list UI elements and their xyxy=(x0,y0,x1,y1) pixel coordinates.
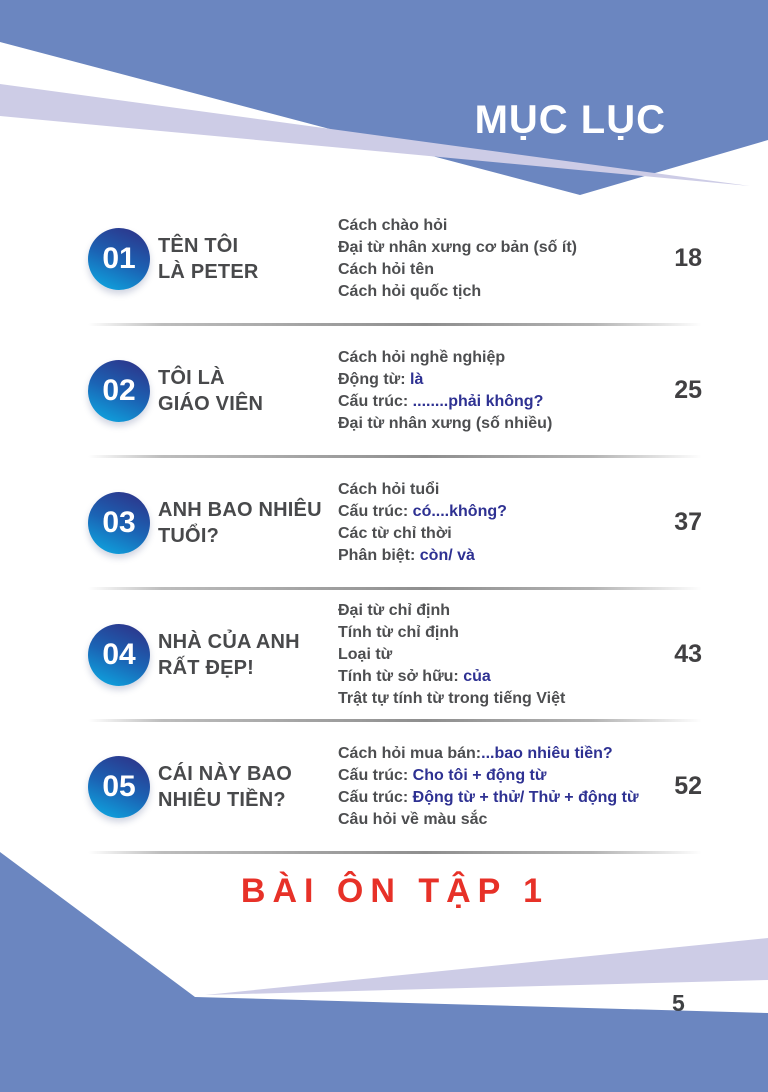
topic-line xyxy=(338,501,658,523)
topic-line xyxy=(338,743,658,765)
section-title-line: CÁI NÀY BAO xyxy=(158,762,293,785)
topic-line xyxy=(338,545,658,567)
section-title xyxy=(158,365,330,417)
topic-line xyxy=(338,281,658,303)
toc-entry xyxy=(88,194,702,323)
topic-line xyxy=(338,369,658,391)
topic-line xyxy=(338,259,658,281)
section-title xyxy=(158,761,330,813)
topic-text: Đại từ nhân xưng cơ bản (số ít) xyxy=(338,238,577,256)
section-title-line: GIÁO VIÊN xyxy=(158,392,264,415)
topic-text: Cấu trúc: xyxy=(338,766,413,784)
topic-text: Đại từ nhân xưng (số nhiều) xyxy=(338,414,553,432)
section-number-badge xyxy=(88,492,150,554)
topic-text: Phân biệt: xyxy=(338,546,420,564)
topic-highlight: có....không? xyxy=(412,502,507,520)
topic-line xyxy=(338,215,658,237)
toc-entry xyxy=(88,458,702,587)
section-page: 52 xyxy=(674,772,702,800)
topic-highlight: Động từ + thử/ Thử + động từ xyxy=(412,788,639,806)
topic-text: Cấu trúc: xyxy=(338,788,413,806)
section-title xyxy=(158,629,330,681)
topic-line xyxy=(338,347,658,369)
section-title-line: TÔI LÀ xyxy=(158,366,225,389)
topic-text: Loại từ xyxy=(338,645,393,663)
section-page: 18 xyxy=(674,244,702,272)
page-number: 5 xyxy=(672,990,685,1016)
section-number: 05 xyxy=(102,769,136,803)
topic-line xyxy=(338,666,658,688)
topic-line xyxy=(338,523,658,545)
section-topics xyxy=(338,347,658,435)
section-topics xyxy=(338,479,658,567)
section-number-badge xyxy=(88,228,150,290)
topic-text: Động từ: xyxy=(338,370,411,388)
toc-entry xyxy=(88,722,702,851)
section-page: 25 xyxy=(674,376,702,404)
section-title-line: RẤT ĐẸP! xyxy=(158,656,255,679)
topic-text: Câu hỏi về màu sắc xyxy=(338,810,488,828)
topic-text: Cách chào hỏi xyxy=(338,216,448,234)
section-title-line: LÀ PETER xyxy=(158,260,259,283)
topic-line xyxy=(338,644,658,666)
page-title: MỤC LỤC xyxy=(474,98,666,142)
section-number: 02 xyxy=(102,373,136,407)
section-number: 04 xyxy=(102,637,136,671)
topic-text: Đại từ chỉ định xyxy=(338,601,451,619)
section-page: 37 xyxy=(674,508,702,536)
topic-line xyxy=(338,688,658,710)
topic-text: Cách hỏi quốc tịch xyxy=(338,282,482,300)
topic-line xyxy=(338,622,658,644)
topic-text: Tính từ sở hữu: xyxy=(338,667,464,685)
topic-highlight: Cho tôi + động từ xyxy=(412,766,547,784)
section-number-badge xyxy=(88,756,150,818)
topic-line xyxy=(338,391,658,413)
topic-highlight: ........phải không? xyxy=(412,392,544,410)
section-title xyxy=(158,497,330,549)
topic-line xyxy=(338,600,658,622)
section-title-line: ANH BAO NHIÊU xyxy=(158,498,322,521)
section-topics xyxy=(338,215,658,303)
topic-line xyxy=(338,413,658,435)
toc-list xyxy=(88,194,702,854)
section-title-line: NHÀ CỦA ANH xyxy=(158,630,300,653)
topic-line xyxy=(338,787,658,809)
topic-text: Các từ chỉ thời xyxy=(338,524,452,542)
topic-line xyxy=(338,237,658,259)
topic-text: Cách hỏi nghề nghiệp xyxy=(338,348,506,366)
section-number: 03 xyxy=(102,505,136,539)
section-number-badge xyxy=(88,360,150,422)
section-title xyxy=(158,233,330,285)
section-title-line: TUỔI? xyxy=(158,524,219,547)
topic-highlight: còn/ và xyxy=(419,546,475,564)
topic-text: Cấu trúc: xyxy=(338,502,413,520)
section-number: 01 xyxy=(102,241,136,275)
topic-line xyxy=(338,809,658,831)
topic-text: Cách hỏi tên xyxy=(338,260,435,278)
section-topics xyxy=(338,600,658,710)
topic-text: Tính từ chỉ định xyxy=(338,623,459,641)
topic-line xyxy=(338,765,658,787)
topic-text: Cấu trúc: xyxy=(338,392,413,410)
topic-highlight: ...bao nhiêu tiền? xyxy=(481,744,613,762)
topic-text: Trật tự tính từ trong tiếng Việt xyxy=(338,689,566,707)
toc-entry xyxy=(88,326,702,455)
topic-text: Cách hỏi mua bán: xyxy=(338,744,482,762)
section-page: 43 xyxy=(674,640,702,668)
section-title-line: TÊN TÔI xyxy=(158,234,239,257)
topic-highlight: là xyxy=(410,370,424,388)
topic-line xyxy=(338,479,658,501)
row-divider xyxy=(88,851,702,854)
review-section-title: BÀI ÔN TẬP 1 xyxy=(240,872,550,910)
topic-text: Cách hỏi tuổi xyxy=(338,480,440,498)
section-number-badge xyxy=(88,624,150,686)
section-topics xyxy=(338,743,658,831)
section-title-line: NHIÊU TIỀN? xyxy=(158,788,286,811)
topic-highlight: của xyxy=(463,667,491,685)
toc-entry xyxy=(88,590,702,719)
